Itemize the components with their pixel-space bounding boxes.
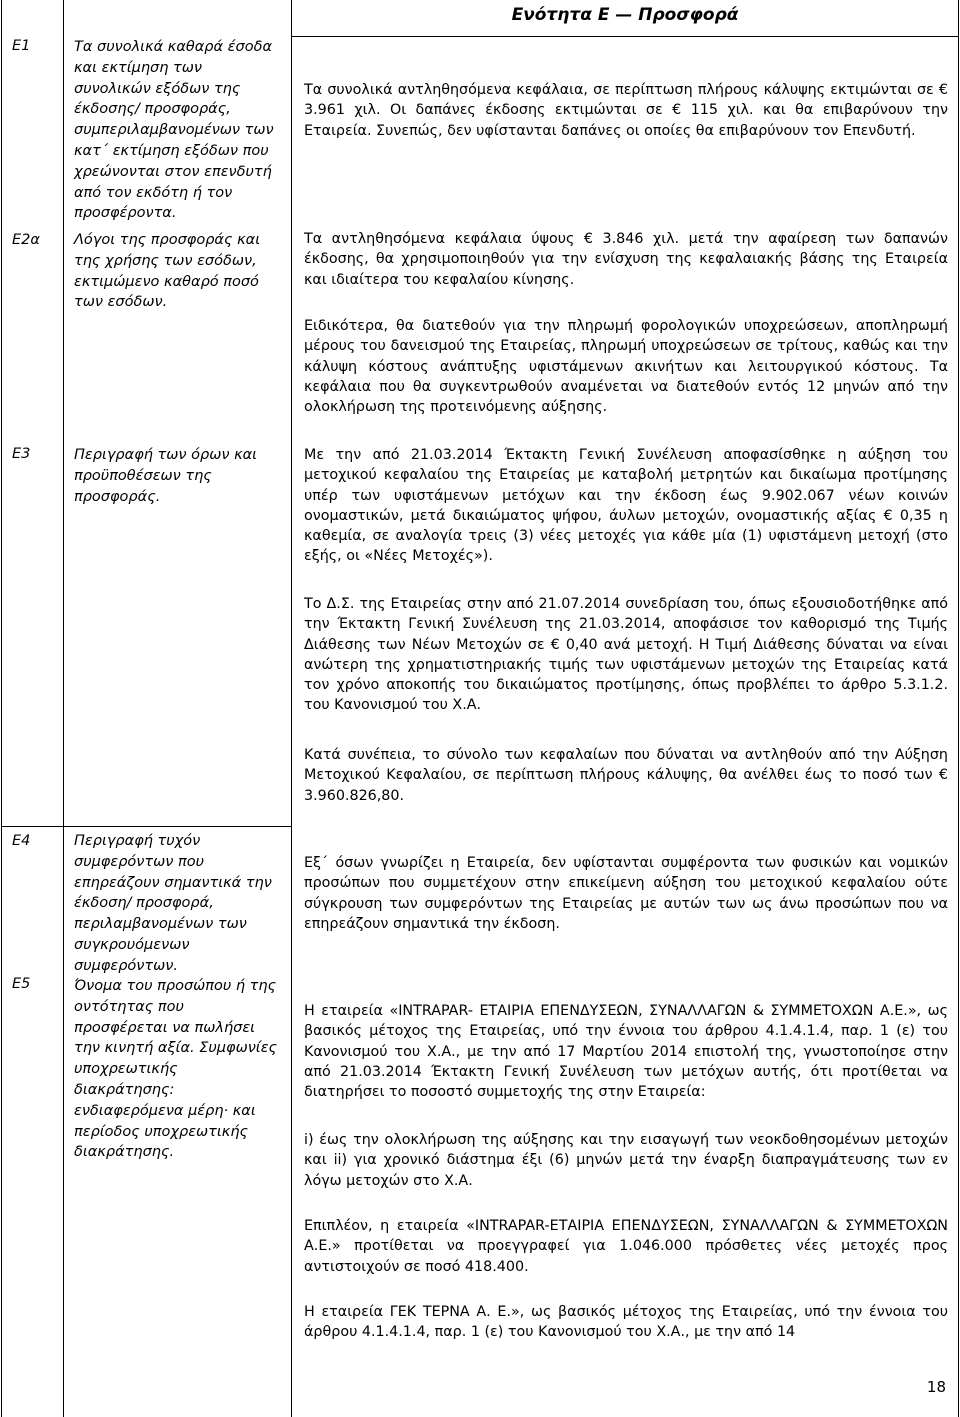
paragraph-e2a-use-of-proceeds: Τα αντληθησόμενα κεφάλαια ύψους € 3.846 χιλ. μετά την αφαίρεση των δαπανών έκδοσης, θα χρησιμοποιηθούν για την ενίσχυση της κεφαλαιακής βάσης της Εταιρεία και ιδιαίτερα του κεφαλαίου κίνησης. <box>304 231 948 288</box>
section-title: Ενότητα Ε — Προσφορά <box>511 5 739 25</box>
row-code-e2a: Ε2α <box>12 232 40 248</box>
row-code-e1: Ε1 <box>12 38 31 54</box>
row-code-e3: Ε3 <box>12 446 31 462</box>
row-code-e4: Ε4 <box>12 833 31 849</box>
paragraph-e5-intrapar-subscription: Επιπλέον, η εταιρεία «INTRAPAR-ΕΤΑΙΡΙΑ ΕΠΕΝΔΥΣΕΩΝ, ΣΥΝΑΛΛΑΓΩΝ & ΣΥΜΜΕΤΟΧΩΝ Α.Ε.» προτίθεται να προεγγραφεί για 1.046.000 πρόσθετες νέες μετοχές προς αντιστοιχούν σε ποσό 418.400. <box>304 1218 948 1275</box>
paragraph-e3-total-proceeds: Κατά συνέπεια, το σύνολο των κεφαλαίων που δύναται να αντληθούν από την Αύξηση Μετοχικού Κεφαλαίου, σε περίπτωση πλήρους κάλυψης, θα ανέλθει έως το ποσό των € 3.960.826,80. <box>304 747 948 804</box>
paragraph-e2a-allocation: Ειδικότερα, θα διατεθούν για την πληρωμή φορολογικών υποχρεώσεων, αποπληρωμή μέρους του δανεισμού της Εταιρείας, πληρωμή υποχρεώσεων σε τρίτους, καθώς και την κάλυψη κόστους ανάπτυξης υφιστάμενων ακινήτων και λειτουργικού κόστους. Τα κεφάλαια που θα συγκεντρωθούν αναμένεται να διατεθούν εντός 12 μηνών από την ολοκλήρωση της προτεινόμενης αύξησης. <box>304 318 948 416</box>
row-element-e5: Όνομα του προσώπου ή της οντότητας που προσφέρεται να πωλήσει την κινητή αξία. Συμφωνίες υποχρεωτικής διακράτησης: ενδιαφερόμενα μέρη· και περίοδος υποχρεωτικής διακράτησης. <box>74 978 278 1161</box>
paragraph-e4-interests: Εξ΄ όσων γνωρίζει η Εταιρεία, δεν υφίστανται συμφέροντα των φυσικών και νομικών προσώπων που συμμετέχουν στην επικείμενη αύξηση του μετοχικού κεφαλαίου ούτε σύγκρουση των συμφερόντων της Εταιρείας με αυτών των ως άνω προσώπων που να επηρεάζουν σημαντικά την έκδοση. <box>304 855 948 932</box>
paragraph-e1-expenses: Τα συνολικά αντληθησόμενα κεφάλαια, σε περίπτωση πλήρους κάλυψης εκτιμώνται σε € 3.961 χιλ. Οι δαπάνες έκδοσης εκτιμώνται σε € 115 χιλ. και θα επιβαρύνουν την Εταιρεία. Συνεπώς, δεν υφίστανται δαπάνες οι οποίες θα επιβαρύνουν τον Επενδυτή. <box>304 82 948 139</box>
row-code-e5: Ε5 <box>12 976 31 992</box>
row-divider-e4 <box>1 826 292 827</box>
row-element-e1: Τα συνολικά καθαρά έσοδα και εκτίμηση των συνολικών εξόδων της έκδοσης/ προσφοράς, συμπεριλαμβανομένων των κατ΄ εκτίμηση εξόδων που χρεώνονται στον επενδυτή από τον εκδότη ή τον προσφέροντα. <box>74 39 274 222</box>
element-column-border <box>291 0 292 1417</box>
paragraph-e5-intrapar-commitment: Η εταιρεία «INTRAPAR- ΕΤΑΙΡΙΑ ΕΠΕΝΔΥΣΕΩΝ, ΣΥΝΑΛΛΑΓΩΝ & ΣΥΜΜΕΤΟΧΩΝ Α.Ε.», ως βασικός μέτοχος της Εταιρείας, υπό την έννοια του άρθρου 4.1.4.1.4, παρ. 1 (ε) του Κανονισμού του Χ.Α., με την από 17 Μαρτίου 2014 επιστολή της, γνωστοποίησε στην από 21.03.2014 Έκτακτη Γενική Συνέλευση των μετόχων αυτής, ότι προτίθεται να διατηρήσει το ποσοστό συμμετοχής της στην Εταιρεία: <box>304 1003 948 1101</box>
row-element-e2a: Λόγοι της προσφοράς και της χρήσης των εσόδων, εκτιμώμενο καθαρό ποσό των εσόδων. <box>74 232 261 311</box>
title-row-divider <box>291 36 959 37</box>
table-right-border <box>958 0 959 1417</box>
paragraph-e3-share-capital-increase: Με την από 21.03.2014 Έκτακτη Γενική Συνέλευση αποφασίσθηκε η αύξηση του μετοχικού κεφαλαίου της Εταιρείας με καταβολή μετρητών και δικαίωμα προτίμησης υπέρ των υφιστάμενων μετόχων και την έκδοση έως 9.902.067 νέων κοινών ονομαστικών, μετά δικαιώματος ψήφου, άυλων μετοχών, ονομαστικής αξίας € 0,35 η καθεμία, σε αναλογία τρεις (3) νέες μετοχές για κάθε μία (1) υφιστάμενη μετοχή (στο εξής, οι «Νέες Μετοχές»). <box>304 447 948 565</box>
paragraph-e5-gek-terna: Η εταιρεία ΓΕΚ ΤΕΡΝΑ Α. Ε.», ως βασικός μέτοχος της Εταιρείας, υπό την έννοια του άρθρου 4.1.4.1.4, παρ. 1 (ε) του Κανονισμού του Χ.Α., με την από 14 <box>304 1304 948 1341</box>
table-left-border <box>1 0 2 1417</box>
paragraph-e3-offer-price: Το Δ.Σ. της Εταιρείας στην από 21.07.2014 συνεδρίαση του, όπως εξουσιοδοτήθηκε από την Έκτακτη Γενική Συνέλευση της 21.03.2014, αποφάσισε τον καθορισμό της Τιμής Διάθεσης των Νέων Μετοχών σε € 0,40 ανά μετοχή. Η Τιμή Διάθεσης δύναται να είναι ανώτερη της χρηματιστηριακής τιμής των υφιστάμενων μετοχών της Εταιρείας κατά τον χρόνο αποκοπής του δικαιώματος προτίμησης, όπως προβλέπει το άρθρο 5.3.1.2. του Κανονισμού του Χ.Α. <box>304 596 948 714</box>
code-column-border <box>63 0 64 1417</box>
page-number: 18 <box>926 1378 946 1396</box>
paragraph-e5-lockup-period: i) έως την ολοκλήρωση της αύξησης και την εισαγωγή των νεοκδοθησομένων μετοχών και ii) για χρονικό διάστημα έξι (6) μηνών μετά την έναρξη διαπραγμάτευσης των εν λόγω μετοχών στο Χ.Α. <box>304 1132 948 1189</box>
row-element-e3: Περιγραφή των όρων και προϋποθέσεων της προσφοράς. <box>74 447 258 505</box>
row-element-e4: Περιγραφή τυχόν συμφερόντων που επηρεάζουν σημαντικά την έκδοση/ προσφορά, περιλαμβανομένων των συγκρουόμενων συμφερόντων. <box>74 833 272 974</box>
